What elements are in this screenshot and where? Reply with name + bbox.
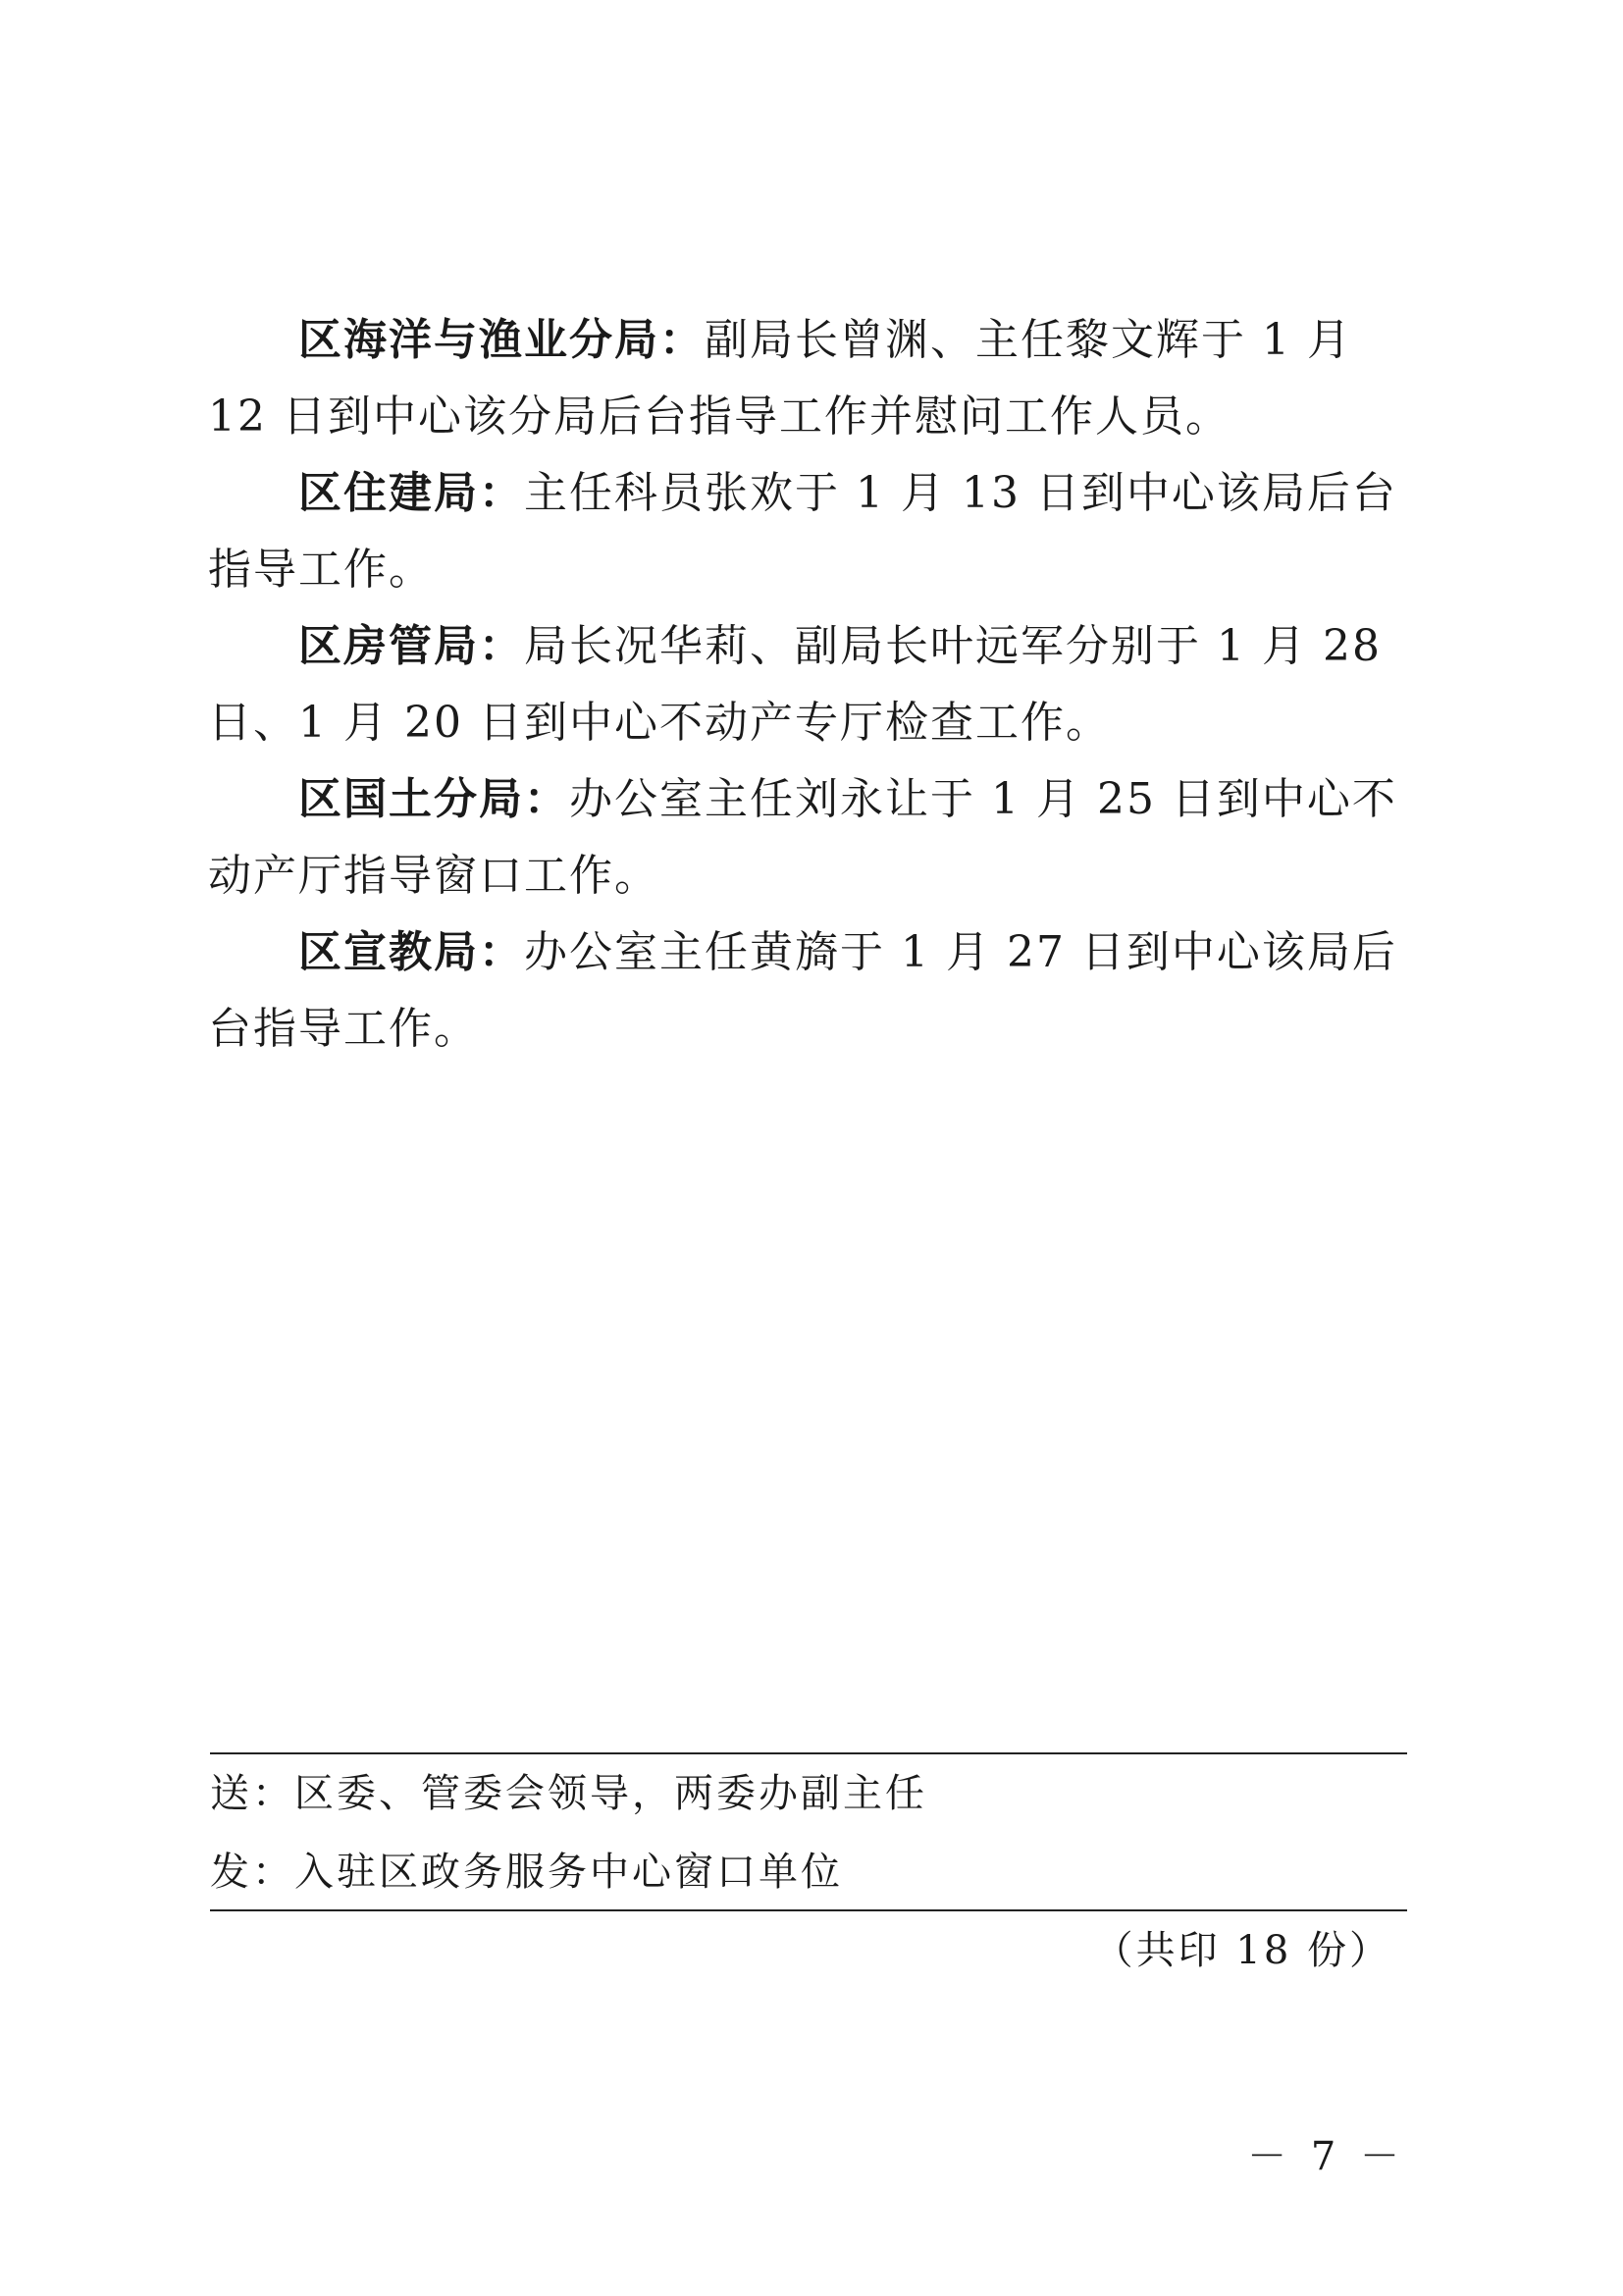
paragraph-text: 主任科员张欢于 1 月 13 日到中心该局后台指导工作。	[208, 468, 1397, 595]
paragraph-housing-construction	[208, 455, 1405, 608]
distribution-bottom-rule	[210, 1909, 1407, 1911]
distribution-issue-line: 发：入驻区政务服务中心窗口单位	[210, 1850, 843, 1895]
paragraph-publicity-education	[208, 914, 1405, 1068]
paragraph-land-resources	[208, 761, 1405, 914]
distribution-top-rule	[210, 1752, 1407, 1754]
paragraph-text: 副局长曾渊、主任黎文辉于 1 月 12 日到中心该分局后台指导工作并慰问工作人员。	[208, 315, 1352, 442]
page-number: － 7 －	[1247, 2134, 1405, 2179]
distribution-send-line: 送：区委、管委会领导，两委办副主任	[210, 1771, 927, 1816]
paragraph-housing-management	[208, 608, 1405, 761]
paragraph-ocean-fishery	[208, 302, 1405, 455]
paragraph-heading: 区海洋与渔业分局：	[298, 315, 705, 365]
paragraph-text: 局长况华莉、副局长叶远军分别于 1 月 28 日、1 月 20 日到中心不动产专厅检查工作。	[208, 621, 1382, 748]
paragraph-heading: 区房管局：	[298, 621, 524, 671]
paragraph-heading: 区住建局：	[298, 468, 524, 518]
paragraph-text: 办公室主任黄旖于 1 月 27 日到中心该局后台指导工作。	[208, 927, 1397, 1054]
print-copies-note: （共印 18 份）	[1093, 1928, 1391, 1973]
paragraph-heading: 区宣教局：	[298, 927, 524, 977]
paragraph-heading: 区国土分局：	[298, 774, 569, 824]
paragraph-text: 办公室主任刘永让于 1 月 25 日到中心不动产厅指导窗口工作。	[208, 774, 1397, 901]
body-text	[208, 302, 1405, 1068]
